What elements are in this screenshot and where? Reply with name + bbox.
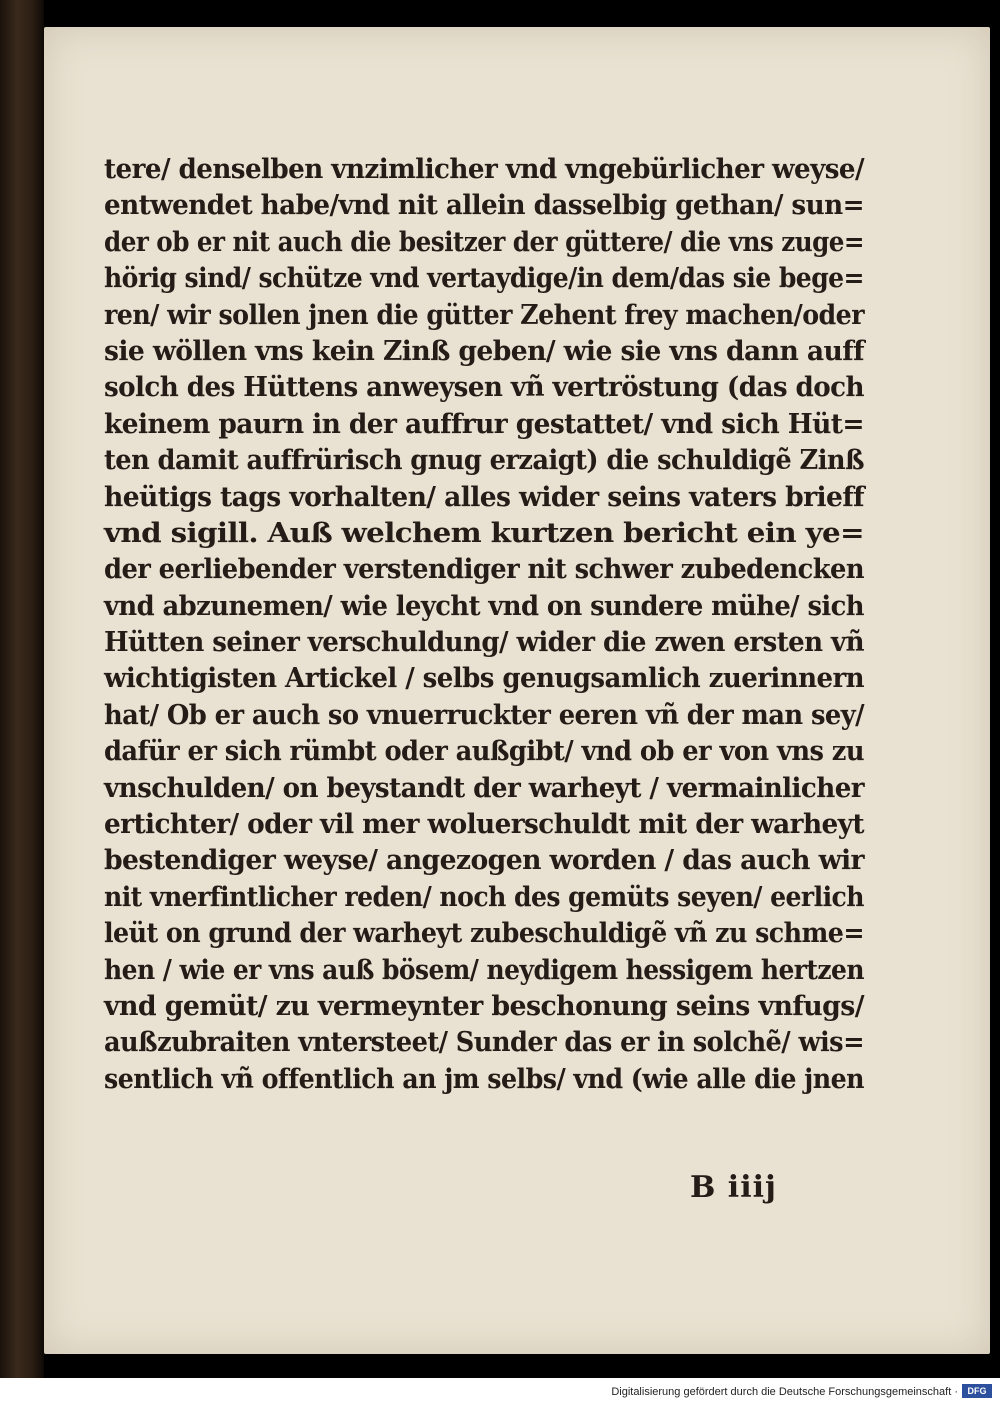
text-line: vnd abzunemen/ wie leycht vnd on sundere mühe/ sich	[104, 590, 864, 622]
text-line: tere/ denselben vnzimlicher vnd vngebürlicher weyse/	[104, 154, 864, 185]
text-line: nit vnerfintlicher reden/ noch des gemüts seyen/ eerlich	[104, 881, 864, 913]
text-line: dafür er sich rümbt oder außgibt/ vnd ob er von vns zu	[104, 736, 864, 768]
book-spine	[0, 0, 44, 1404]
signature-mark: B iiij	[690, 1170, 777, 1205]
text-line: hörig sind/ schütze vnd vertaydige/in dem/das sie bege=	[104, 263, 864, 295]
text-line: der eerliebender verstendiger nit schwer zubedencken	[104, 554, 864, 586]
text-line: vnschulden/ on beystandt der warheyt / vermainlicher	[104, 772, 864, 804]
text-line: solch des Hüttens anweysen vñ vertröstung (das doch	[104, 372, 864, 404]
dfg-logo: DFG	[962, 1384, 992, 1398]
text-line: vnd sigill. Auß welchem kurtzen bericht ein ye=	[104, 517, 864, 549]
text-line: bestendiger weyse/ angezogen worden / das auch wir	[104, 845, 864, 877]
text-line: ertichter/ oder vil mer woluerschuldt mit der warheyt	[104, 809, 864, 841]
text-line: vnd gemüt/ zu vermeynter beschonung seins vnfugs/	[104, 990, 864, 1022]
text-line: leüt on grund der warheyt zubeschuldigẽ vñ zu schme=	[104, 918, 864, 950]
text-line: Hütten seiner verschuldung/ wider die zwen ersten vñ	[104, 627, 864, 659]
text-line: hat/ Ob er auch so vnuerruckter eeren vñ der man sey/	[104, 699, 864, 731]
body-text	[104, 152, 864, 1098]
text-line: sentlich vñ offentlich an jm selbs/ vnd (wie alle die jnen	[104, 1063, 864, 1095]
text-line: ten damit auffrürisch gnug erzaigt) die schuldigẽ Zinß	[104, 445, 864, 477]
text-line: sie wöllen vns kein Zinß geben/ wie sie vns dann auff	[104, 335, 864, 367]
text-line: heütigs tags vorhalten/ alles wider seins vaters brieff	[104, 481, 864, 513]
text-line: der ob er nit auch die besitzer der güttere/ die vns zuge=	[104, 226, 864, 258]
text-line: wichtigisten Artickel / selbs genugsamlich zuerinnern	[104, 663, 864, 695]
footer-credit: Digitalisierung gefördert durch die Deutsche Forschungsgemeinschaft ·	[611, 1386, 958, 1398]
text-line: hen / wie er vns auß bösem/ neydigem hessigem hertzen	[104, 954, 864, 986]
text-line: außzubraiten vntersteet/ Sunder das er in solchẽ/ wis=	[104, 1027, 864, 1059]
text-line: ren/ wir sollen jnen die gütter Zehent frey machen/oder	[104, 299, 864, 331]
text-line: entwendet habe/vnd nit allein dasselbig gethan/ sun=	[104, 190, 864, 222]
text-line: keinem paurn in der auffrur gestattet/ vnd sich Hüt=	[104, 408, 864, 440]
